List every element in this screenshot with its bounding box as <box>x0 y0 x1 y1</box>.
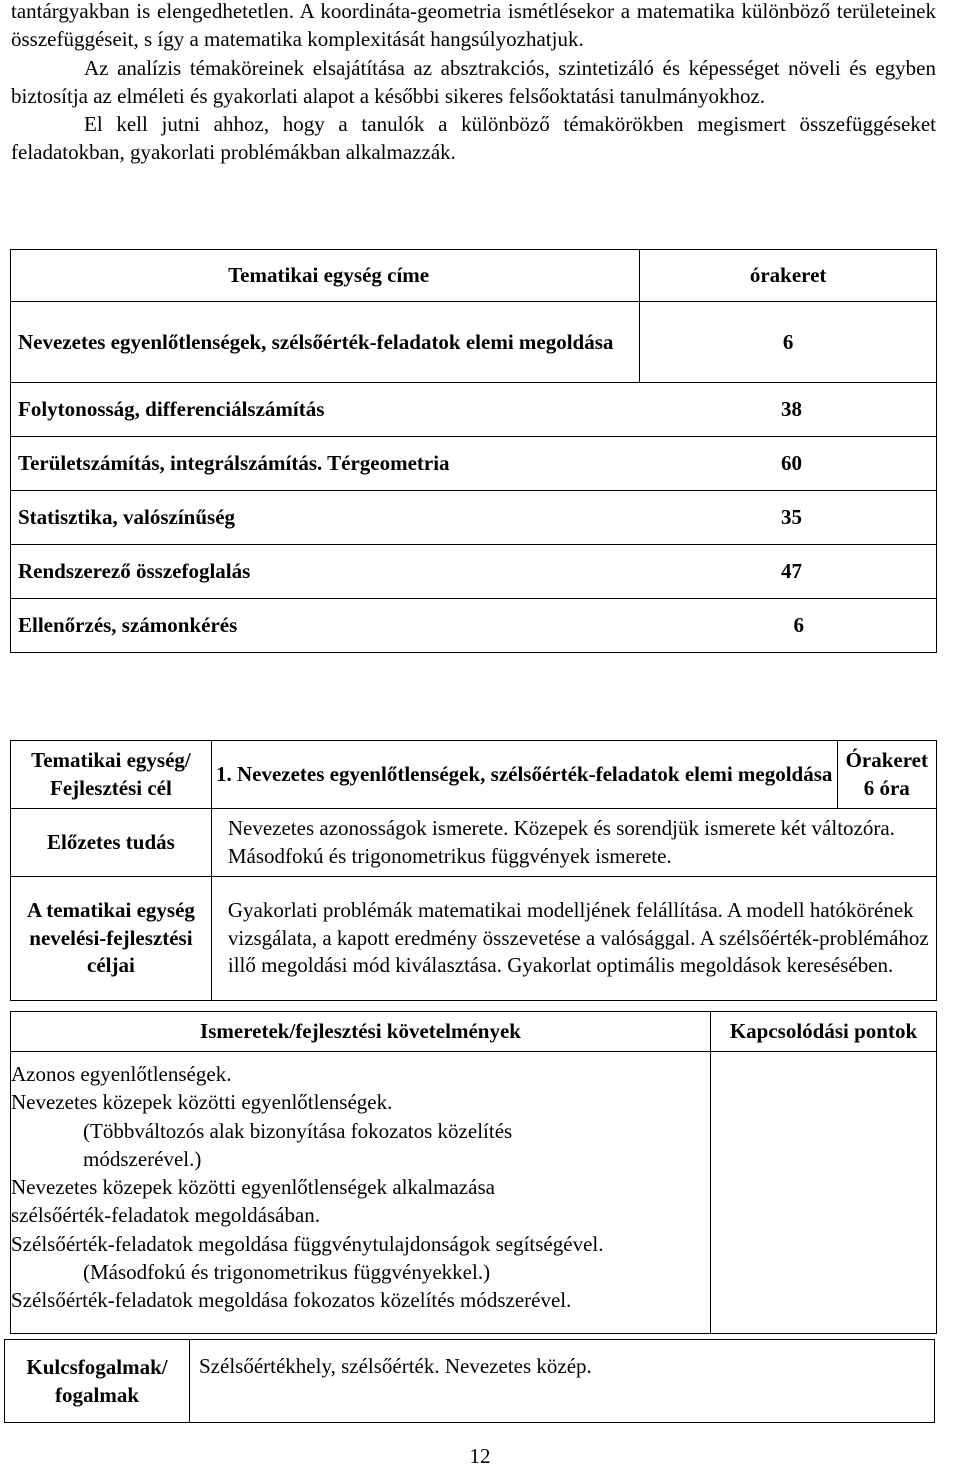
keywords-label: Kulcsfogalmak/ fogalmak <box>5 1340 190 1423</box>
requirements-list <box>11 1052 711 1334</box>
list-item: módszerével.) <box>83 1146 202 1171</box>
requirements-header-right: Kapcsolódási pontok <box>711 1012 937 1052</box>
unit-hours-value: 6 óra <box>863 775 910 800</box>
topics-table-header <box>11 250 937 302</box>
list-item: Nevezetes közepek közötti egyenlőtlenségek. <box>11 1090 393 1115</box>
table-row <box>11 491 937 545</box>
intro-text <box>11 0 936 167</box>
goals-row <box>11 877 937 1001</box>
table-row <box>11 437 937 491</box>
table-row <box>11 383 937 437</box>
topic-title: Statisztika, valószínűség <box>18 505 236 529</box>
table-row <box>11 545 937 599</box>
table-row <box>11 302 937 383</box>
prior-knowledge-label: Előzetes tudás <box>11 809 212 877</box>
topic-title: Rendszerező összefoglalás <box>18 559 251 583</box>
topic-title: Területszámítás, integrálszámítás. Térgeometria <box>18 451 450 475</box>
unit-table <box>10 740 937 1001</box>
topic-hours: 35 <box>781 505 802 529</box>
list-item: Szélsőérték-feladatok megoldása függvénytulajdonságok segítségével. <box>11 1231 604 1256</box>
topic-title: Folytonosság, differenciálszámítás <box>18 397 325 421</box>
unit-title: 1. Nevezetes egyenlőtlenségek, szélsőérték-feladatok elemi megoldása <box>211 741 837 809</box>
intro-paragraph-2: Az analízis témaköreinek elsajátítása az absztrakciós, szintetizáló és képességet növeli és egyben biztosítja az elméleti és gyakorlati alapot a későbbi sikeres felsőoktatási tanulmányokhoz. <box>11 55 936 108</box>
list-item: (Többváltozós alak bizonyítása fokozatos közelítés <box>83 1118 513 1143</box>
requirements-header <box>11 1012 937 1052</box>
requirements-header-left: Ismeretek/fejlesztési követelmények <box>11 1012 711 1052</box>
topic-hours: 47 <box>781 559 802 583</box>
list-item: szélsőérték-feladatok megoldásában. <box>11 1203 321 1228</box>
topics-header-hours: órakeret <box>640 250 937 302</box>
goals-text: Gyakorlati problémák matematikai modelljének felállítása. A modell hatókörének vizsgálata, a kapott eredmény összevetése a valósággal. A szélsőérték-problémához illő megoldási mód kiválasztása. Gyakorlat optimális megoldások keresésében. <box>211 877 936 1001</box>
goals-label: A tematikai egység nevelési-fejlesztési céljai <box>11 877 212 1001</box>
topic-title: Ellenőrzés, számonkérés <box>18 613 238 637</box>
topic-hours: 60 <box>781 451 802 475</box>
unit-hours-label: Órakeret <box>845 748 928 772</box>
topic-hours: 6 <box>793 613 804 637</box>
topics-header-title: Tematikai egység címe <box>11 250 640 302</box>
topic-hours: 6 <box>640 302 937 383</box>
unit-label: Tematikai egység/ Fejlesztési cél <box>11 741 212 809</box>
list-item: Szélsőérték-feladatok megoldása fokozatos közelítés módszerével. <box>11 1288 572 1313</box>
list-item: (Másodfokú és trigonometrikus függvényekkel.) <box>83 1260 491 1285</box>
topic-title: Nevezetes egyenlőtlenségek, szélsőérték-feladatok elemi megoldása <box>11 302 640 383</box>
list-item: Nevezetes közepek közötti egyenlőtlenségek alkalmazása <box>11 1175 495 1200</box>
unit-hours <box>837 741 936 809</box>
keywords-text: Szélsőértékhely, szélsőérték. Nevezetes közép. <box>190 1340 935 1423</box>
prior-knowledge-text: Nevezetes azonosságok ismerete. Közepek és sorendjük ismerete két változóra. Másodfokú és trigonometrikus függvények ismerete. <box>211 809 936 877</box>
page-number: 12 <box>469 1444 491 1468</box>
topic-hours: 38 <box>781 397 802 421</box>
unit-row <box>11 741 937 809</box>
connection-points-cell <box>711 1052 937 1334</box>
table-row <box>11 599 937 653</box>
list-item: Azonos egyenlőtlenségek. <box>11 1062 232 1086</box>
requirements-body <box>11 1052 937 1334</box>
keywords-table <box>4 1339 935 1423</box>
intro-paragraph-1: tantárgyakban is elengedhetetlen. A koordináta-geometria ismétlésekor a matematika különböző területeinek összefüggéseit, s így a matematika komplexitását hangsúlyozhatjuk. <box>11 0 936 52</box>
prior-knowledge-row <box>11 809 937 877</box>
requirements-table <box>10 1011 937 1334</box>
keywords-row <box>5 1340 935 1423</box>
topics-table <box>10 249 937 653</box>
intro-paragraph-3: El kell jutni ahhoz, hogy a tanulók a különböző témakörökben megismert összefüggéseket feladatokban, gyakorlati problémákban alkalmazzák. <box>11 112 936 165</box>
